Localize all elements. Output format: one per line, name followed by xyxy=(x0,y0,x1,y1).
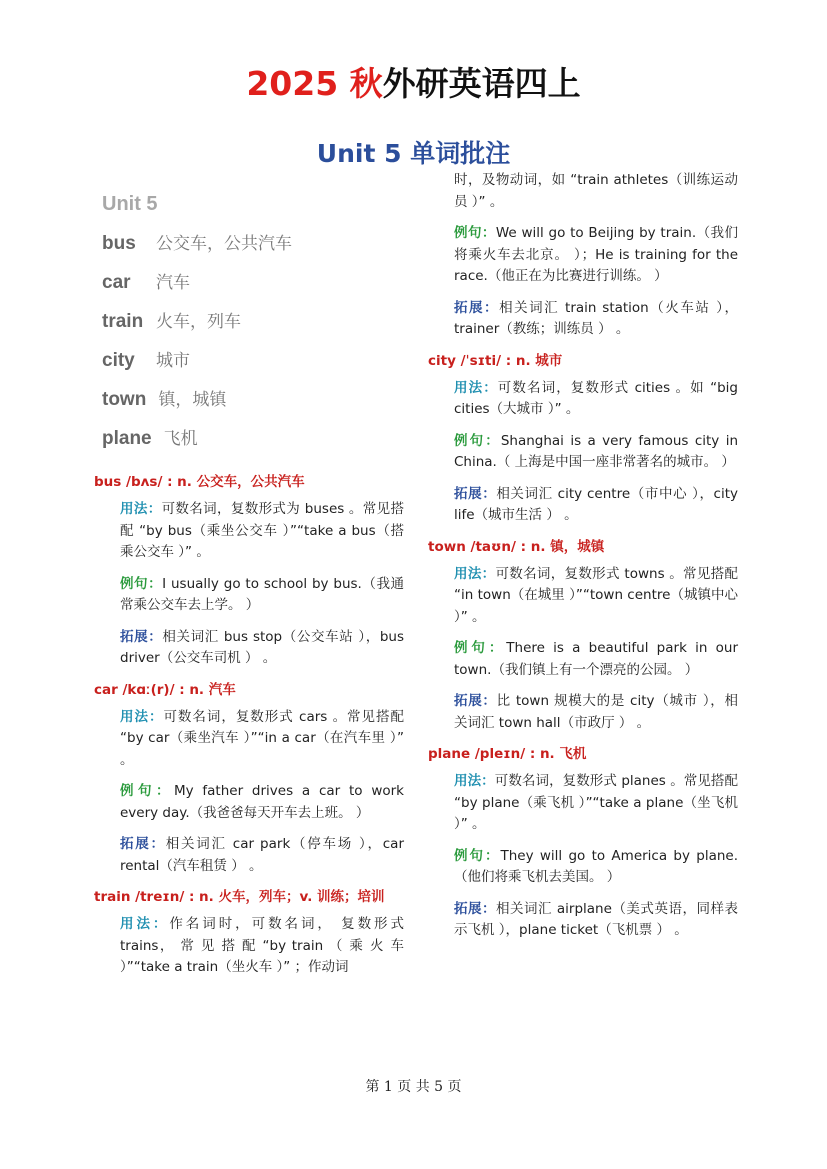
entry-paragraph xyxy=(454,223,738,288)
paragraph-text: 可数名词，复数形式 cars 。常见搭配 “by car（乘坐汽车 ）”“in a car（在汽车里 ）” 。 xyxy=(120,708,404,768)
vocab-row xyxy=(102,230,404,269)
page-subtitle: Unit 5 单词批注 xyxy=(316,139,511,168)
vocab-row xyxy=(102,269,404,308)
unit-heading: Unit 5 xyxy=(102,193,158,215)
paragraph-text: I usually go to school by bus.（我通常乘公交车去上学。 ） xyxy=(120,575,404,613)
vocab-meaning: 飞机 xyxy=(163,429,198,449)
vocab-meaning: 火车，列车 xyxy=(156,312,241,332)
vocab-word: town xyxy=(102,389,147,410)
paragraph-text: 可数名词，复数形式 towns 。常见搭配 “in town（在城里 ）”“town centre（城镇中心 ）” 。 xyxy=(454,565,738,625)
entry-paragraph xyxy=(454,846,738,889)
vocab-meaning: 公交车，公共汽车 xyxy=(156,234,292,254)
example-label: 例句： xyxy=(454,847,501,864)
entry-paragraph xyxy=(120,499,404,564)
entry-heading: train /treɪn/ : n. 火车，列车；v. 训练；培训 xyxy=(94,889,385,905)
extension-label: 拓展： xyxy=(454,485,497,502)
entry-paragraph xyxy=(120,914,404,979)
entry-paragraph xyxy=(454,564,738,629)
example-label: 例句： xyxy=(454,225,496,241)
title-year: 2025 xyxy=(246,64,339,103)
example-label: 例句： xyxy=(120,575,163,592)
unit-vocab-box xyxy=(94,190,404,464)
entry-paragraph xyxy=(454,170,738,213)
paragraph-text: 相关词汇 city centre（市中心 ），city life（城市生活 ） 。 xyxy=(454,485,739,523)
entry-paragraph xyxy=(120,781,404,824)
title-rest: 外研英语四上 xyxy=(382,64,581,103)
extension-label: 拓展： xyxy=(454,299,500,316)
entry-paragraph xyxy=(120,707,404,772)
extension-label: 拓展： xyxy=(120,628,163,645)
title-autumn: 秋 xyxy=(338,64,383,103)
right-column xyxy=(428,170,738,952)
entry-paragraph xyxy=(454,899,738,942)
entry-paragraph xyxy=(120,834,404,877)
extension-label: 拓展： xyxy=(454,900,497,917)
paragraph-text: They will go to America by plane.（他们将乘飞机去美国。 ） xyxy=(454,847,739,885)
paragraph-text: We will go to Beijing by train.（我们将乘火车去北京。 ）；He is training for the race.（他正在为比赛进行训练。 ） xyxy=(454,225,738,284)
page-footer: 第 1 页 共 5 页 xyxy=(365,1079,462,1095)
entry-paragraph xyxy=(454,771,738,836)
paragraph-text: 相关词汇 train station（火车站 ），trainer（教练；训练员 ） 。 xyxy=(454,299,738,337)
vocab-word: train xyxy=(102,311,144,332)
vocab-row xyxy=(102,347,404,386)
paragraph-text: 相关词汇 car park（停车场 ），car rental（汽车租赁 ） 。 xyxy=(120,836,405,874)
paragraph-text: 比 town 规模大的是 city（城市 ），相关词汇 town hall（市政厅 ） 。 xyxy=(454,693,739,731)
paragraph-text: 相关词汇 airplane（美式英语，同样表示飞机 ），plane ticket（飞机票 ） 。 xyxy=(454,900,738,938)
vocab-row xyxy=(102,386,404,425)
usage-label: 用法： xyxy=(454,565,496,582)
paragraph-text: 相关词汇 bus stop（公交车站 ），bus driver（公交车司机 ） 。 xyxy=(120,628,404,666)
vocab-meaning: 城市 xyxy=(156,351,190,371)
entry-paragraph xyxy=(454,484,738,527)
example-label: 例句： xyxy=(454,432,501,449)
vocab-word: plane xyxy=(102,428,152,449)
vocab-meaning: 镇，城镇 xyxy=(158,390,227,410)
paragraph-text: 可数名词，复数形式 cities 。如 “big cities（大城市 ）” 。 xyxy=(454,379,738,417)
page-title xyxy=(0,62,827,106)
paragraph-text: 可数名词，复数形式 planes 。常见搭配 “by plane（乘飞机 ）”“take a plane（坐飞机 ）” 。 xyxy=(454,773,739,832)
entry-paragraph xyxy=(454,298,738,341)
vocab-row xyxy=(102,308,404,347)
entry-paragraph xyxy=(454,431,738,474)
example-label: 例句： xyxy=(454,640,507,656)
paragraph-text: 时，及物动词，如 “train athletes（训练运动员 ）” 。 xyxy=(454,172,738,210)
vocab-word: city xyxy=(102,350,135,371)
usage-label: 用法： xyxy=(120,501,162,517)
left-column xyxy=(94,190,404,989)
entry-paragraph xyxy=(454,691,738,734)
entry-paragraph xyxy=(454,638,738,681)
extension-label: 拓展： xyxy=(454,693,497,709)
paragraph-text: 作名词时，可数名词， 复数形式 trains， 常 见 搭 配 “by train （ 乘 火 车 ）”“take a train（坐火车 ）” ；作动词 xyxy=(120,916,404,975)
entry-heading: town /taʊn/ : n. 镇，城镇 xyxy=(428,538,605,555)
extension-label: 拓展： xyxy=(120,836,166,852)
paragraph-text: There is a beautiful park in our town.（我们镇上有一个漂亮的公园。 ） xyxy=(454,640,738,678)
entry-heading: car /kɑː(r)/ : n. 汽车 xyxy=(94,681,236,698)
vocab-word: car xyxy=(102,272,131,293)
vocab-meaning: 汽车 xyxy=(156,273,190,293)
usage-label: 用法： xyxy=(454,379,498,396)
vocab-word: bus xyxy=(102,233,136,254)
entry-paragraph xyxy=(454,378,738,421)
usage-label: 用法： xyxy=(120,916,170,932)
paragraph-text: My father drives a car to work every day.（我爸爸每天开车去上班。 ） xyxy=(120,783,404,821)
entry-heading: city /ˈsɪti/ : n. 城市 xyxy=(428,352,563,369)
paragraph-text: Shanghai is a very famous city in China.（ 上海是中国一座非常著名的城市。 ） xyxy=(454,432,739,470)
vocab-row xyxy=(102,425,404,464)
example-label: 例句： xyxy=(120,783,174,799)
usage-label: 用法： xyxy=(120,708,164,725)
usage-label: 用法： xyxy=(454,773,495,789)
entry-paragraph xyxy=(120,627,404,670)
paragraph-text: 可数名词，复数形式为 buses 。常见搭配 “by bus（乘坐公交车 ）”“take a bus（搭乘公交车 ）” 。 xyxy=(120,501,404,560)
entry-heading: plane /pleɪn/ : n. 飞机 xyxy=(428,746,587,762)
entry-heading: bus /bʌs/ : n. 公交车，公共汽车 xyxy=(94,474,305,490)
entry-paragraph xyxy=(120,574,404,617)
